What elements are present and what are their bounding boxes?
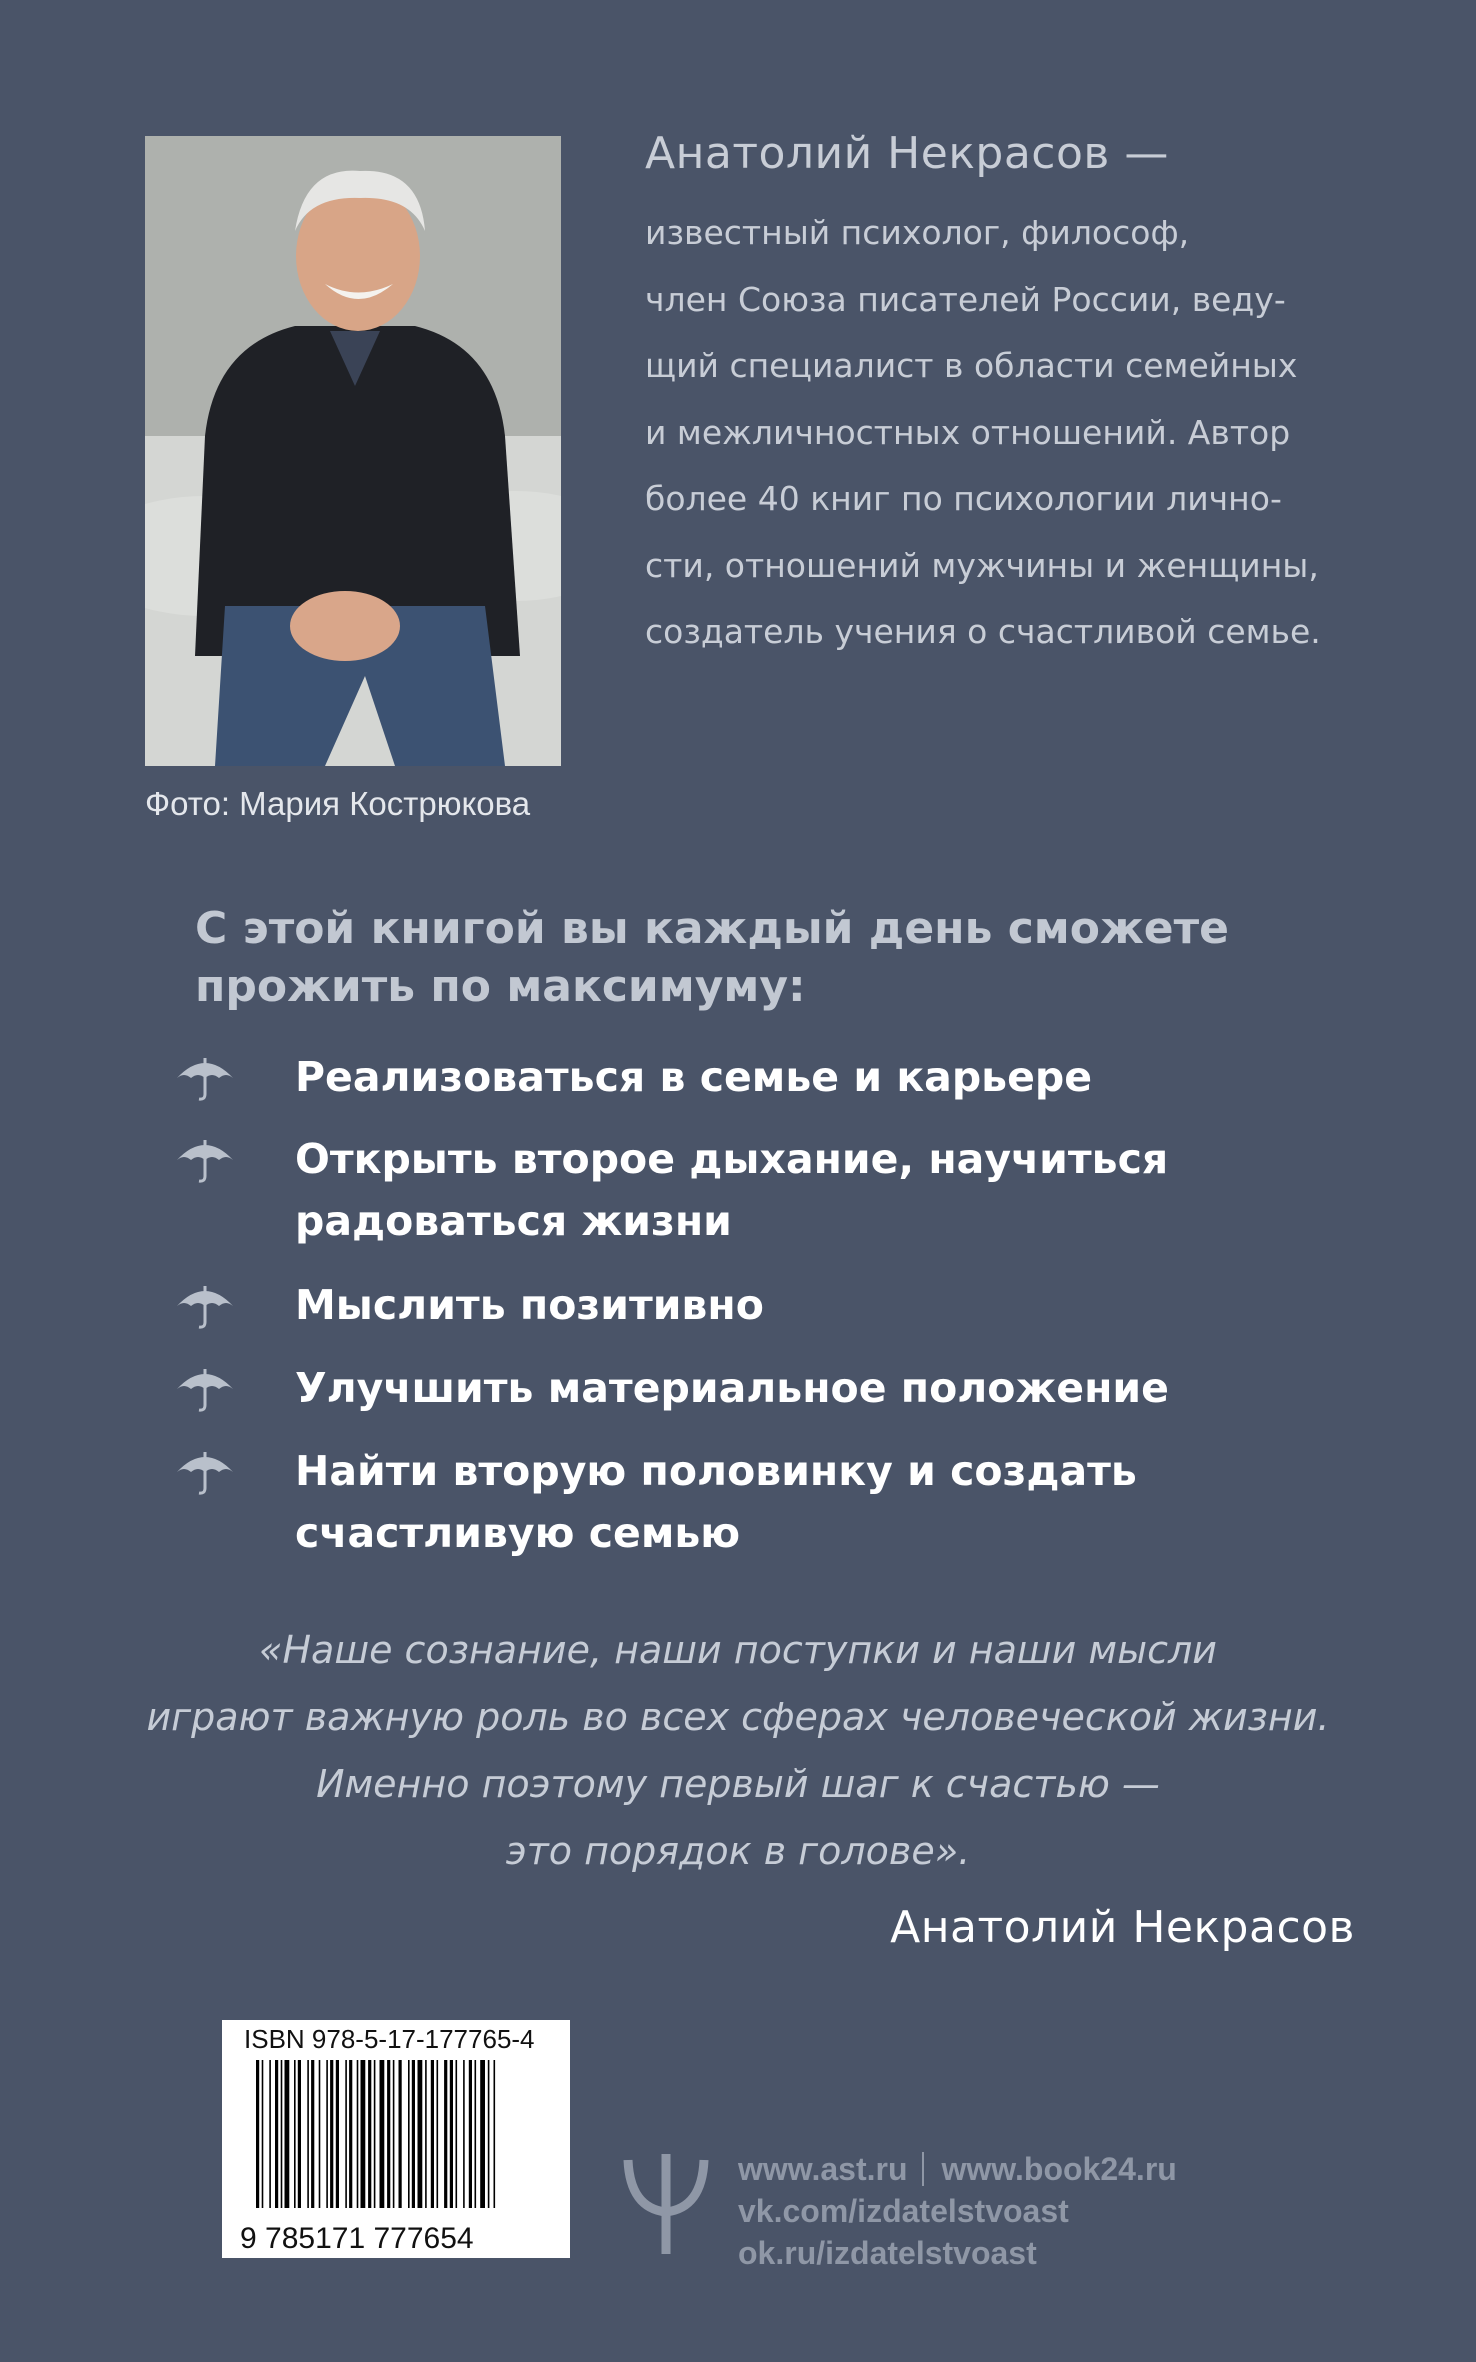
publisher-links [738,2148,1177,2274]
barcode-bar [281,2060,283,2208]
barcode-bar [294,2060,296,2208]
quote [0,1617,1476,1885]
umbrella-icon [175,1282,235,1330]
benefit-text: Реализоваться в семье и карьере [295,1053,1093,1101]
umbrella-icon [175,1054,235,1102]
benefit-text: Открыть второе дыхание, научиться [295,1135,1169,1183]
barcode-bar [399,2060,402,2208]
barcode-bar [368,2060,371,2208]
barcode-bar [262,2060,264,2208]
quote-line: играют важную роль во всех сферах человеческой жизни. [146,1695,1330,1739]
barcode-bar [269,2060,271,2208]
barcode-bar [418,2060,423,2208]
barcode-bar [475,2060,477,2208]
barcode-bar [444,2060,447,2208]
quote-line: «Наше сознание, наши поступки и наши мысли [259,1628,1217,1672]
benefits-heading-line: С этой книгой вы каждый день сможете [195,903,1229,954]
barcode-bar [275,2060,278,2208]
barcode-bar [349,2060,352,2208]
barcode-bar [408,2060,410,2208]
bio-line: член Союза писателей России, веду- [645,279,1286,319]
benefit-text: Улучшить материальное положение [295,1364,1169,1412]
barcode-bar [330,2060,333,2208]
barcode-bar [256,2060,259,2208]
link-separator [922,2152,924,2186]
bio-line: и межличностных отношений. Автор [645,412,1291,452]
barcode-bar [319,2060,321,2208]
author-photo [145,136,561,766]
bio-line: щий специалист в области семейных [645,346,1298,385]
barcode-bar [431,2060,434,2208]
barcode-bar [494,2060,496,2208]
benefit-text: Мыслить позитивно [295,1281,764,1329]
isbn-label: ISBN 978-5-17-177765-4 [244,2024,535,2054]
barcode-bar [387,2060,390,2208]
link-ok[interactable]: ok.ru/izdatelstvoast [738,2235,1037,2271]
umbrella-icon [175,1448,235,1496]
barcode-bar [380,2060,385,2208]
barcode-bar [437,2060,439,2208]
bio-author-name: Анатолий Некрасов — [645,128,1169,179]
barcode-bar [374,2060,376,2208]
barcode-bar [456,2060,458,2208]
barcode-bar [357,2060,359,2208]
barcode-bars [240,2056,556,2252]
barcode-bar [311,2060,314,2208]
barcode-digits: 9 785171 777654 [240,2222,474,2252]
barcode-bar [361,2060,366,2208]
barcode-bar [463,2060,465,2208]
barcode-bar [412,2060,415,2208]
barcode-bar [336,2060,339,2208]
barcode-bar [393,2060,395,2208]
barcode-bar [326,2060,328,2208]
barcode-bar [285,2060,290,2208]
barcode-bar [425,2060,427,2208]
bio-line: сти, отношений мужчины и женщины, [645,545,1319,585]
barcode [222,2020,570,2258]
umbrella-icon [175,1365,235,1413]
quote-line: это порядок в голове». [505,1829,971,1873]
benefits-heading-line: прожить по максимуму: [195,961,806,1012]
link-vk[interactable]: vk.com/izdatelstvoast [738,2193,1069,2229]
barcode-bar [488,2060,490,2208]
quote-line: Именно поэтому первый шаг к счастью — [316,1762,1160,1806]
bio-text [645,208,1321,674]
photo-credit: Фото: Мария Кострюкова [145,785,531,822]
benefits-heading [195,900,1229,1016]
benefit-text: счастливую семью [295,1509,741,1557]
bio-line: более 40 книг по психологии лично- [645,479,1282,518]
barcode-bar [469,2060,472,2208]
barcode-bar [307,2060,309,2208]
barcode-bar [345,2060,347,2208]
benefit-text: радоваться жизни [295,1197,732,1245]
link-ast[interactable]: www.ast.ru [738,2151,908,2187]
barcode-bar [480,2060,485,2208]
link-book24[interactable]: www.book24.ru [941,2151,1177,2187]
bio-line: создатель учения о счастливой семье. [645,612,1321,651]
barcode-bar [450,2060,453,2208]
barcode-bar [298,2060,301,2208]
psi-logo-icon [620,2150,712,2258]
benefit-text: Найти вторую половинку и создать [295,1447,1137,1495]
umbrella-icon [175,1136,235,1184]
quote-author: Анатолий Некрасов [890,1902,1355,1953]
bio-line: известный психолог, философ, [645,213,1190,252]
